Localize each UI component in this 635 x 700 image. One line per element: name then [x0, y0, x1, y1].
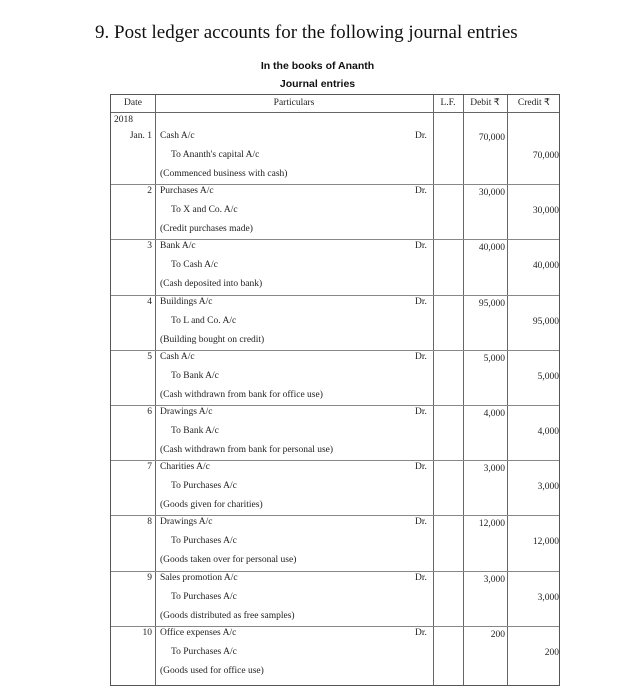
dr-marker: Dr. — [415, 296, 427, 307]
row-divider — [111, 571, 559, 572]
header-debit: Debit ₹ — [470, 98, 500, 108]
debit-account: Buildings A/c — [160, 296, 213, 307]
credit-amount: 5,000 — [537, 371, 559, 382]
credit-amount: 200 — [544, 647, 559, 658]
entry-date: 9 — [147, 572, 152, 583]
dr-marker: Dr. — [415, 517, 427, 528]
narration: (Goods taken over for personal use) — [160, 555, 297, 566]
narration: (Goods given for charities) — [160, 500, 263, 511]
debit-account: Drawings A/c — [160, 407, 213, 417]
debit-amount: 30,000 — [478, 188, 505, 199]
debit-amount: 3,000 — [483, 464, 505, 475]
debit-account: Sales promotion A/c — [160, 572, 238, 583]
narration: (Goods used for office use) — [160, 665, 264, 676]
entry-date: 2 — [147, 186, 152, 197]
dr-marker: Dr. — [415, 241, 427, 252]
narration: (Cash withdrawn from bank for personal use) — [160, 445, 334, 455]
journal-title: Journal entries — [279, 78, 356, 90]
credit-amount: 40,000 — [532, 261, 559, 272]
entry-date: 3 — [147, 241, 152, 252]
debit-account: Office expenses A/c — [160, 627, 237, 638]
debit-account: Bank A/c — [160, 241, 196, 252]
credit-amount: 4,000 — [537, 427, 559, 437]
journal-table — [110, 94, 560, 686]
dr-marker: Dr. — [415, 131, 427, 141]
book-title: In the books of Ananth — [260, 60, 375, 72]
credit-account: To X and Co. A/c — [171, 205, 238, 216]
dr-marker: Dr. — [415, 572, 427, 583]
dr-marker: Dr. — [415, 351, 427, 362]
debit-amount: 3,000 — [483, 574, 505, 585]
entry-date: 8 — [147, 517, 152, 528]
debit-amount: 12,000 — [478, 519, 505, 530]
credit-amount: 70,000 — [532, 151, 559, 161]
row-divider — [111, 350, 559, 351]
dr-marker: Dr. — [415, 627, 427, 638]
entry-date: 6 — [147, 407, 152, 417]
row-divider — [111, 515, 559, 516]
credit-account: To L and Co. A/c — [171, 315, 237, 326]
credit-amount: 30,000 — [532, 206, 559, 217]
row-divider — [111, 295, 559, 296]
credit-account: To Ananth's capital A/c — [171, 150, 260, 160]
header-particulars: Particulars — [273, 98, 315, 108]
row-divider — [111, 626, 559, 627]
entry-date: 7 — [147, 462, 152, 473]
debit-amount: 200 — [490, 629, 505, 640]
header-date: Date — [124, 98, 142, 108]
debit-account: Drawings A/c — [160, 517, 213, 528]
credit-account: To Bank A/c — [171, 370, 219, 381]
header-rule — [111, 112, 559, 113]
debit-amount: 4,000 — [483, 409, 505, 419]
row-divider — [111, 184, 559, 185]
dr-marker: Dr. — [415, 186, 427, 197]
credit-amount: 12,000 — [532, 537, 559, 548]
header-lf: L.F. — [440, 98, 456, 108]
entry-date: 5 — [147, 351, 152, 362]
narration: (Cash withdrawn from bank for office use) — [160, 389, 323, 400]
row-divider — [111, 239, 559, 240]
header-credit: Credit ₹ — [517, 98, 551, 108]
narration: (Goods distributed as free samples) — [160, 610, 295, 621]
credit-account: To Purchases A/c — [171, 481, 237, 492]
debit-amount: 5,000 — [483, 353, 505, 364]
narration: (Commenced business with cash) — [160, 169, 288, 179]
question-title: 9. Post ledger accounts for the following journal entries — [95, 22, 518, 43]
row-divider — [111, 405, 559, 406]
credit-amount: 95,000 — [532, 316, 559, 327]
narration: (Building bought on credit) — [160, 334, 265, 345]
credit-account: To Cash A/c — [171, 260, 218, 271]
row-divider — [111, 460, 559, 461]
debit-account: Purchases A/c — [160, 186, 214, 197]
credit-amount: 3,000 — [537, 482, 559, 493]
credit-account: To Purchases A/c — [171, 591, 237, 602]
credit-account: To Purchases A/c — [171, 646, 237, 657]
narration: (Cash deposited into bank) — [160, 279, 263, 290]
year-label: 2018 — [114, 115, 133, 125]
debit-account: Charities A/c — [160, 462, 210, 473]
debit-amount: 70,000 — [478, 133, 505, 143]
entry-date: 4 — [147, 296, 152, 307]
debit-amount: 95,000 — [478, 298, 505, 309]
dr-marker: Dr. — [415, 407, 427, 417]
debit-account: Cash A/c — [160, 131, 195, 141]
credit-account: To Bank A/c — [171, 426, 219, 436]
credit-amount: 3,000 — [537, 592, 559, 603]
narration: (Credit purchases made) — [160, 224, 253, 235]
dr-marker: Dr. — [415, 462, 427, 473]
debit-amount: 40,000 — [478, 243, 505, 254]
entry-date: 10 — [142, 627, 152, 638]
credit-account: To Purchases A/c — [171, 536, 237, 547]
debit-account: Cash A/c — [160, 351, 195, 362]
entry-date: Jan. 1 — [129, 131, 152, 141]
